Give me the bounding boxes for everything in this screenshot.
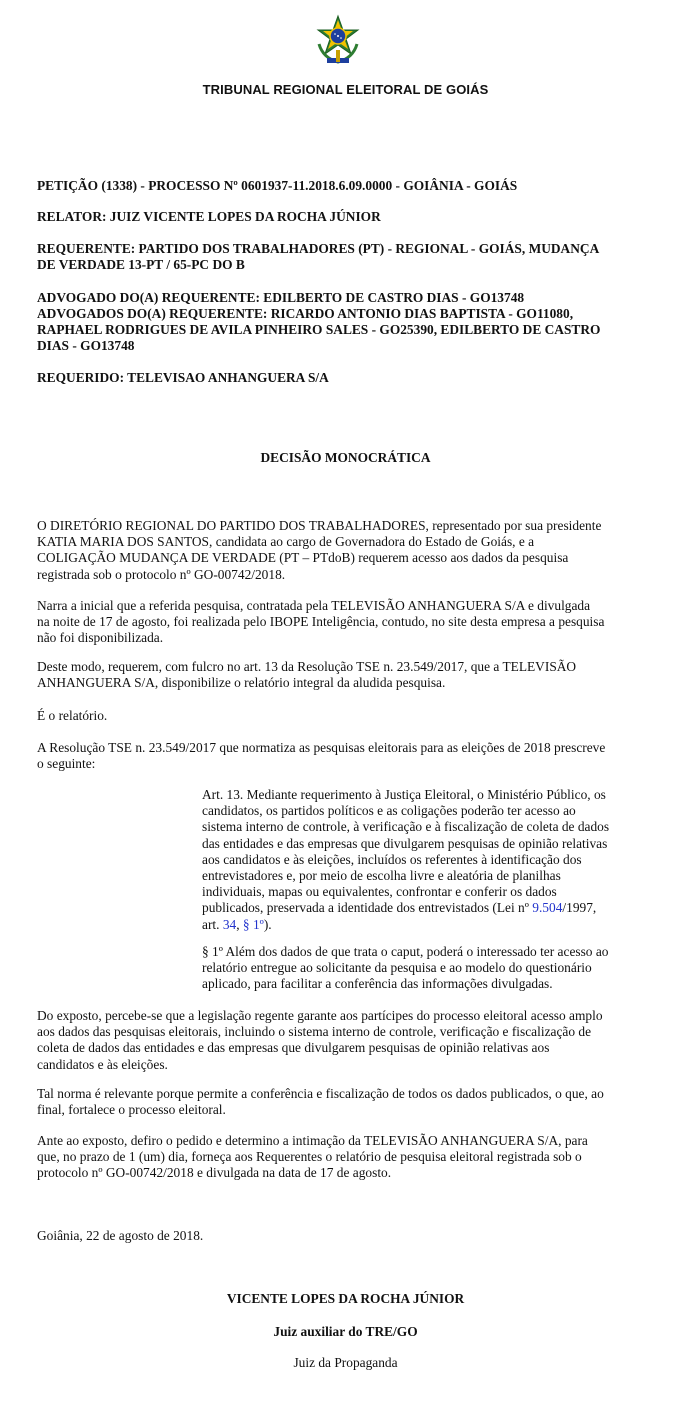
text-line: individuais, mapas ou equivalentes, confrontar e conferir os dados (202, 884, 557, 900)
text-line: A Resolução TSE n. 23.549/2017 que normatiza as pesquisas eleitorais para as eleições de 2018 prescreve (37, 740, 606, 755)
lawyer-line: ADVOGADO DO(A) REQUERENTE: EDILBERTO DE CASTRO DIAS - GO13748 (37, 290, 525, 305)
text-line: coleta de dados das entidades e das empresas que divulgarem pesquisas de opinião relativas aos (37, 1040, 550, 1056)
applicant-line: REQUERENTE: PARTIDO DOS TRABALHADORES (PT) - REGIONAL - GOIÁS, MUDANÇA (37, 241, 600, 256)
text-line: sistema interno de controle, à verificação e à fiscalização de coleta de dados (202, 819, 610, 835)
paragraph-5 (37, 740, 649, 772)
quote-paragraph-1 (202, 944, 634, 993)
petition-line: PETIÇÃO (1338) - PROCESSO Nº 0601937-11.2018.6.09.0000 - GOIÂNIA - GOIÁS (37, 178, 518, 193)
paragraph-1 (37, 518, 649, 583)
text: publicados, preservada a identidade dos entrevistados (Lei nº (202, 900, 533, 916)
text-line (202, 900, 634, 916)
quote-article-13 (202, 787, 634, 933)
text-line: das entidades e das empresas que divulgarem pesquisas de opinião relativas (202, 835, 608, 851)
text-line: O DIRETÓRIO REGIONAL DO PARTIDO DOS TRABALHADORES, representado por sua presidente (37, 518, 602, 533)
paragraph-3 (37, 659, 649, 691)
text-line: final, fortalece o processo eleitoral. (37, 1102, 226, 1118)
decision-title: DECISÃO MONOCRÁTICA (260, 450, 431, 465)
text-line: o seguinte: (37, 756, 96, 772)
paragraph-7 (37, 1086, 649, 1118)
text-line: entrevistadores e, por meio de escolha livre e aleatória de planilhas (202, 868, 561, 884)
applicant-line: DE VERDADE 13-PT / 65-PC DO B (37, 257, 245, 272)
lawyers-line: DIAS - GO13748 (37, 338, 135, 353)
law-link[interactable]: 9.504 (532, 900, 563, 916)
text-line: não foi disponibilizada. (37, 630, 164, 646)
text: , (236, 916, 243, 932)
text-line: Narra a inicial que a referida pesquisa, contratada pela TELEVISÃO ANHANGUERA S/A e divulgada (37, 598, 591, 613)
paragraph-2 (37, 598, 649, 647)
text-line: aos dados das pesquisas eleitorais, incluindo o sistema interno de controle, verificação e fiscalização de (37, 1024, 592, 1040)
respondent-line: REQUERIDO: TELEVISAO ANHANGUERA S/A (37, 370, 329, 385)
text-line (202, 917, 634, 933)
text-line: na noite de 17 de agosto, foi realizada pelo IBOPE Inteligência, contudo, no site desta empresa a pesquisa (37, 614, 605, 630)
article-link[interactable]: 34 (222, 916, 237, 932)
judge-role: Juiz auxiliar do TRE/GO (273, 1324, 418, 1339)
paragraph-4: É o relatório. (37, 708, 108, 723)
text-line: protocolo nº GO-00742/2018 e divulgada na data de 17 de agosto. (37, 1165, 392, 1181)
rapporteur-line: RELATOR: JUIZ VICENTE LOPES DA ROCHA JÚNIOR (37, 209, 381, 224)
paragraph-link[interactable]: § 1º (242, 916, 264, 932)
lawyers-line: RAPHAEL RODRIGUES DE AVILA PINHEIRO SALES - GO25390, EDILBERTO DE CASTRO (37, 322, 601, 337)
text-line: KATIA MARIA DOS SANTOS, candidata ao cargo de Governadora do Estado de Goiás, e a (37, 534, 535, 550)
text: /1997, (562, 900, 597, 916)
text-line: candidatos e às eleições. (37, 1056, 168, 1072)
paragraph-8 (37, 1133, 649, 1182)
text-line: ANHANGUERA S/A, disponibilize o relatório integral da aludida pesquisa. (37, 675, 446, 691)
text-line: aplicado, para facilitar a conferência das informações divulgadas. (202, 976, 553, 992)
applicant-block (37, 241, 657, 273)
text-line: aos candidatos e às eleições, incluídos os referentes à identificação dos (202, 851, 582, 867)
place-date: Goiânia, 22 de agosto de 2018. (37, 1228, 204, 1243)
brazil-coat-of-arms-icon (313, 14, 363, 68)
text-line: Deste modo, requerem, com fulcro no art. 13 da Resolução TSE n. 23.549/2017, que a TELEVISÃO (37, 659, 577, 674)
paragraph-6 (37, 1008, 649, 1073)
text-line: Tal norma é relevante porque permite a conferência e fiscalização de todos os dados publicados, o que, ao (37, 1086, 604, 1101)
text-line: registrada sob o protocolo nº GO-00742/2018. (37, 566, 286, 582)
text-line: candidatos, os partidos políticos e as coligações poderão ter acesso ao (202, 803, 576, 819)
text-line: Art. 13. Mediante requerimento à Justiça Eleitoral, o Ministério Público, os (202, 787, 606, 802)
text: art. (202, 916, 223, 932)
judge-name: VICENTE LOPES DA ROCHA JÚNIOR (226, 1291, 465, 1306)
text-line: relatório entregue ao solicitante da pesquisa e ao modelo do questionário (202, 960, 592, 976)
text: ). (263, 916, 272, 932)
judge-function: Juiz da Propaganda (293, 1355, 398, 1370)
court-name: TRIBUNAL REGIONAL ELEITORAL DE GOIÁS (202, 82, 489, 97)
text-line: que, no prazo de 1 (um) dia, forneça aos Requerentes o relatório de pesquisa eleitoral registrada sob o (37, 1149, 582, 1165)
lawyers-line: ADVOGADOS DO(A) REQUERENTE: RICARDO ANTONIO DIAS BAPTISTA - GO11080, (37, 306, 574, 321)
text-line: § 1º Além dos dados de que trata o caput, poderá o interessado ter acesso ao (202, 944, 609, 959)
text-line: Ante ao exposto, defiro o pedido e determino a intimação da TELEVISÃO ANHANGUERA S/A, para (37, 1133, 588, 1148)
text-line: COLIGAÇÃO MUDANÇA DE VERDADE (PT – PTdoB) requerem acesso aos dados da pesquisa (37, 550, 569, 566)
lawyers-block (37, 290, 657, 354)
text-line: Do exposto, percebe-se que a legislação regente garante aos partícipes do processo eleitoral acesso amplo (37, 1008, 603, 1023)
